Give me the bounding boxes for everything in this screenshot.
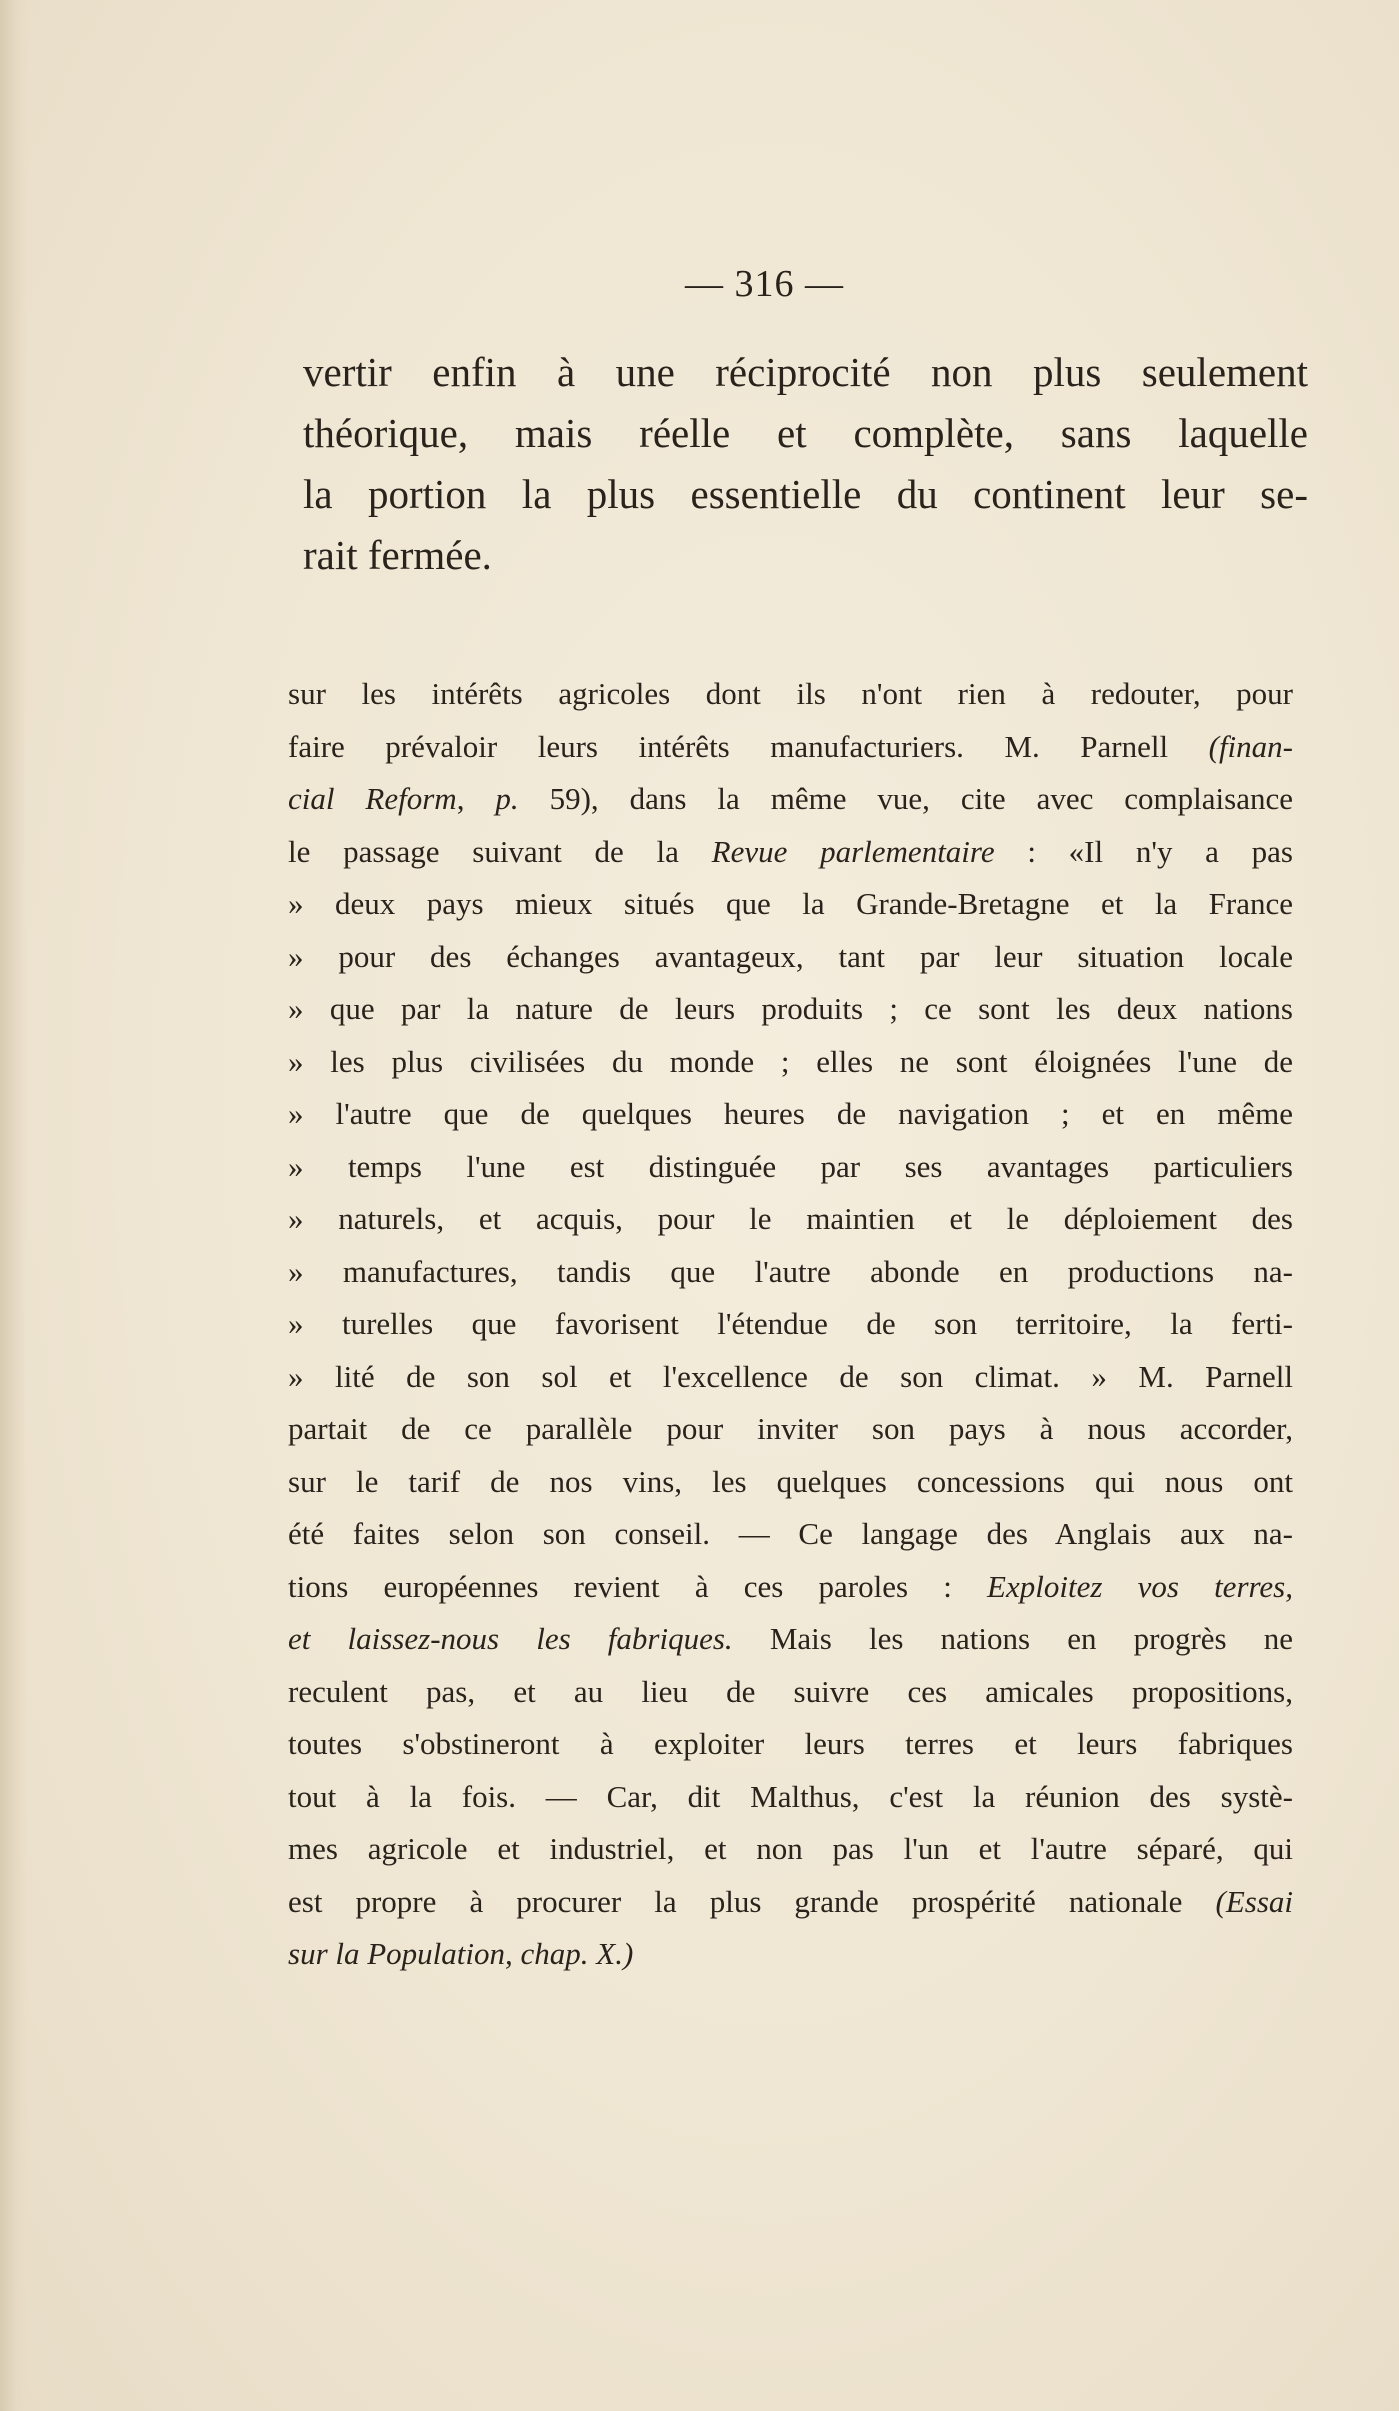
footnote-line: [288, 1928, 1293, 1981]
footnote-text: été faites selon son conseil. — Ce langage des Anglais aux na-: [288, 1516, 1293, 1551]
footnote-line: [288, 1298, 1293, 1351]
footnote-line: [288, 1456, 1293, 1509]
main-text-line: la portion la plus essentielle du continent leur se-: [303, 471, 1308, 517]
footnote-line: [288, 1718, 1293, 1771]
footnote-text: ,: [456, 781, 496, 816]
footnote-text: reculent pas, et au lieu de suivre ces amicales propositions,: [288, 1673, 1293, 1709]
footnote-line: [288, 1613, 1293, 1666]
footnote-text: » turelles que favorisent l'étendue de son territoire, la ferti-: [288, 1306, 1293, 1341]
footnote-text: » naturels, et acquis, pour le maintien et le déploiement des: [288, 1201, 1293, 1236]
footnote-italic-text: sur la Population, chap. X.): [288, 1936, 634, 1971]
footnote-text: mes agricole et industriel, et non pas l'un et l'autre séparé, qui: [288, 1831, 1293, 1866]
footnote-text: toutes s'obstineront à exploiter leurs terres et leurs fabriques: [288, 1726, 1293, 1761]
footnote-italic-text: et laissez-nous les fabriques.: [288, 1621, 733, 1656]
footnote-text: 59), dans la même vue, cite avec complaisance: [518, 781, 1293, 816]
footnote-italic-text: Revue parlementaire: [711, 833, 995, 869]
footnote-line: [288, 773, 1293, 826]
footnote-text: » pour des échanges avantageux, tant par leur situation locale: [288, 938, 1293, 974]
footnote-line: [288, 1823, 1293, 1876]
binding-edge: [0, 0, 28, 2411]
footnote-italic-text: (finan-: [1208, 728, 1293, 764]
footnote-line: [288, 878, 1293, 931]
footnote-text: » les plus civilisées du monde ; elles ne sont éloignées l'une de: [288, 1043, 1293, 1079]
footnote-line: [288, 1351, 1293, 1404]
main-text-line: vertir enfin à une réciprocité non plus seulement: [303, 349, 1308, 395]
footnote-line: [288, 668, 1293, 721]
footnote-line: [288, 1876, 1293, 1929]
footnote-line: [288, 1141, 1293, 1194]
footnote-line: [288, 1561, 1293, 1614]
footnote-text: » deux pays mieux situés que la Grande-Bretagne et la France: [288, 886, 1293, 921]
footnote-line: [288, 1771, 1293, 1824]
footnote-line: [288, 1088, 1293, 1141]
footnote-line: [288, 721, 1293, 774]
footnote-text: tions européennes revient à ces paroles :: [288, 1568, 988, 1604]
footnote-text: sur les intérêts agricoles dont ils n'ont rien à redouter, pour: [288, 676, 1293, 711]
footnote-text: » lité de son sol et l'excellence de son climat. » M. Parnell: [288, 1358, 1293, 1394]
footnote-text: » l'autre que de quelques heures de navigation ; et en même: [288, 1096, 1293, 1131]
footnote-text: » temps l'une est distinguée par ses avantages particuliers: [288, 1148, 1293, 1184]
footnote-text: Mais les nations en progrès ne: [732, 1621, 1293, 1656]
footnote-line: [288, 1403, 1293, 1456]
footnote-line: [288, 983, 1293, 1036]
footnote-text: faire prévaloir leurs intérêts manufacturiers. M. Parnell: [288, 728, 1209, 764]
footnote-line: [288, 931, 1293, 984]
footnote-text: le passage suivant de la: [288, 833, 712, 869]
main-text-line: théorique, mais réelle et complète, sans laquelle: [303, 410, 1308, 456]
footnote-italic-text: (Essai: [1215, 1883, 1293, 1919]
footnote-text: sur le tarif de nos vins, les quelques concessions qui nous ont: [288, 1463, 1293, 1499]
footnote-text: tout à la fois. — Car, dit Malthus, c'est la réunion des systè-: [288, 1778, 1293, 1814]
footnote: [288, 668, 1293, 1981]
footnote-text: partait de ce parallèle pour inviter son pays à nous accorder,: [288, 1411, 1293, 1446]
footnote-line: [288, 1246, 1293, 1299]
footnote-text: » manufactures, tandis que l'autre abonde en productions na-: [288, 1253, 1293, 1289]
footnote-line: [288, 1193, 1293, 1246]
footnote-line: [288, 1036, 1293, 1089]
footnote-text: est propre à procurer la plus grande prospérité nationale: [288, 1883, 1216, 1919]
footnote-line: [288, 1666, 1293, 1719]
footnote-text: : «Il n'y a pas: [994, 833, 1293, 869]
footnote-line: [288, 1508, 1293, 1561]
main-text-line: rait fermée.: [303, 532, 492, 578]
footnote-italic-text: Exploitez vos terres,: [987, 1568, 1293, 1604]
footnote-italic-text: p.: [495, 781, 519, 816]
footnote-line: [288, 826, 1293, 879]
footnote-text: » que par la nature de leurs produits ; ce sont les deux nations: [288, 991, 1293, 1026]
footnote-italic-text: cial Reform: [288, 781, 457, 816]
page-number: — 316 —: [685, 263, 844, 305]
main-text: [303, 342, 1308, 586]
